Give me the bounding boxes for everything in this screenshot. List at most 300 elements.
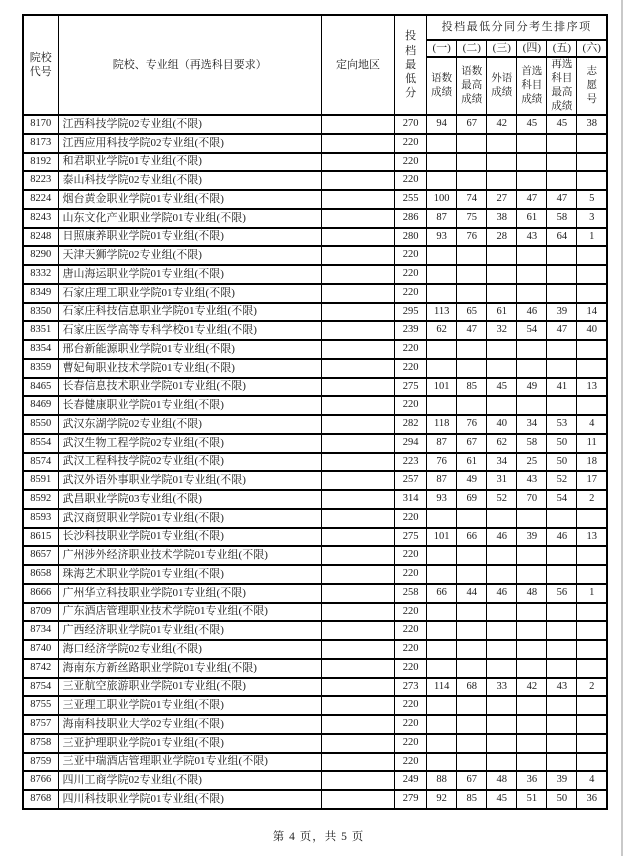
cell-college-code: 8657 xyxy=(23,546,58,565)
cell-college-code: 8469 xyxy=(23,396,58,415)
cell-directed-region xyxy=(321,659,394,678)
col-header-directed-region: 定向地区 xyxy=(321,15,394,115)
cell-college-code: 8359 xyxy=(23,359,58,378)
cell-tiebreak-4: 54 xyxy=(517,321,547,340)
cell-tiebreak-3 xyxy=(487,340,517,359)
cell-tiebreak-6 xyxy=(577,734,607,753)
table-row xyxy=(23,603,607,622)
cell-min-score: 282 xyxy=(395,415,427,434)
cell-tiebreak-4 xyxy=(517,715,547,734)
cell-min-score: 220 xyxy=(395,715,427,734)
tiebreak-label-4 xyxy=(517,57,547,115)
cell-min-score: 249 xyxy=(395,771,427,790)
cell-tiebreak-6 xyxy=(577,265,607,284)
cell-college-code: 8757 xyxy=(23,715,58,734)
cell-college-code: 8758 xyxy=(23,734,58,753)
cell-tiebreak-1 xyxy=(427,621,457,640)
table-row xyxy=(23,546,607,565)
cell-tiebreak-4 xyxy=(517,284,547,303)
cell-directed-region xyxy=(321,509,394,528)
cell-college-name: 天津天狮学院02专业组(不限) xyxy=(58,246,321,265)
cell-tiebreak-4: 48 xyxy=(517,584,547,603)
table-row xyxy=(23,378,607,397)
cell-tiebreak-5: 54 xyxy=(547,490,577,509)
cell-min-score: 220 xyxy=(395,696,427,715)
cell-tiebreak-6 xyxy=(577,546,607,565)
table-row xyxy=(23,153,607,172)
cell-college-name: 海口经济学院02专业组(不限) xyxy=(58,640,321,659)
cell-min-score: 239 xyxy=(395,321,427,340)
tiebreak-label-text: 再选科目最高成绩 xyxy=(551,59,573,112)
cell-tiebreak-1 xyxy=(427,396,457,415)
cell-tiebreak-2: 67 xyxy=(457,771,487,790)
cell-min-score: 295 xyxy=(395,303,427,322)
cell-min-score: 220 xyxy=(395,134,427,153)
cell-tiebreak-5: 39 xyxy=(547,771,577,790)
cell-tiebreak-3 xyxy=(487,153,517,172)
cell-tiebreak-1 xyxy=(427,284,457,303)
cell-college-code: 8740 xyxy=(23,640,58,659)
table-row xyxy=(23,734,607,753)
cell-college-name: 三亚中瑞酒店管理职业学院01专业组(不限) xyxy=(58,753,321,772)
cell-directed-region xyxy=(321,565,394,584)
cell-tiebreak-5: 50 xyxy=(547,790,577,809)
cell-tiebreak-2 xyxy=(457,265,487,284)
cell-tiebreak-1 xyxy=(427,134,457,153)
cell-tiebreak-2: 76 xyxy=(457,415,487,434)
cell-directed-region xyxy=(321,246,394,265)
cell-tiebreak-3: 46 xyxy=(487,584,517,603)
cell-min-score: 286 xyxy=(395,209,427,228)
cell-college-code: 8658 xyxy=(23,565,58,584)
cell-college-name: 珠海艺术职业学院01专业组(不限) xyxy=(58,565,321,584)
cell-directed-region xyxy=(321,153,394,172)
cell-tiebreak-5: 52 xyxy=(547,471,577,490)
cell-college-code: 8170 xyxy=(23,115,58,134)
cell-tiebreak-6: 36 xyxy=(577,790,607,809)
cell-college-name: 广州华立科技职业学院01专业组(不限) xyxy=(58,584,321,603)
col-header-min-score: 投档最低分 xyxy=(395,15,427,115)
cell-min-score: 220 xyxy=(395,246,427,265)
cell-tiebreak-2: 67 xyxy=(457,115,487,134)
cell-college-code: 8550 xyxy=(23,415,58,434)
cell-tiebreak-2 xyxy=(457,696,487,715)
cell-tiebreak-5: 50 xyxy=(547,453,577,472)
cell-tiebreak-5 xyxy=(547,603,577,622)
cell-tiebreak-1: 101 xyxy=(427,528,457,547)
table-row xyxy=(23,171,607,190)
cell-tiebreak-2: 65 xyxy=(457,303,487,322)
table-row xyxy=(23,790,607,809)
table-row xyxy=(23,246,607,265)
cell-tiebreak-1: 76 xyxy=(427,453,457,472)
cell-directed-region xyxy=(321,490,394,509)
cell-directed-region xyxy=(321,715,394,734)
cell-directed-region xyxy=(321,396,394,415)
cell-directed-region xyxy=(321,621,394,640)
cell-tiebreak-2 xyxy=(457,753,487,772)
cell-tiebreak-3 xyxy=(487,659,517,678)
cell-tiebreak-4: 43 xyxy=(517,471,547,490)
cell-college-name: 山东文化产业职业学院01专业组(不限) xyxy=(58,209,321,228)
cell-college-name: 三亚护理职业学院01专业组(不限) xyxy=(58,734,321,753)
cell-tiebreak-4 xyxy=(517,153,547,172)
cell-directed-region xyxy=(321,340,394,359)
cell-tiebreak-5: 39 xyxy=(547,303,577,322)
cell-tiebreak-5 xyxy=(547,565,577,584)
cell-directed-region xyxy=(321,359,394,378)
cell-college-code: 8754 xyxy=(23,678,58,697)
cell-tiebreak-3 xyxy=(487,509,517,528)
tiebreak-index-4: (四) xyxy=(517,40,547,57)
cell-tiebreak-5 xyxy=(547,359,577,378)
cell-tiebreak-5 xyxy=(547,734,577,753)
cell-tiebreak-5 xyxy=(547,134,577,153)
cell-tiebreak-4 xyxy=(517,246,547,265)
tiebreak-label-5 xyxy=(547,57,577,115)
cell-min-score: 275 xyxy=(395,528,427,547)
table-row xyxy=(23,265,607,284)
table-row xyxy=(23,209,607,228)
cell-directed-region xyxy=(321,284,394,303)
cell-directed-region xyxy=(321,171,394,190)
tiebreak-label-text: 语数成绩 xyxy=(431,73,453,98)
cell-tiebreak-5 xyxy=(547,246,577,265)
cell-college-name: 唐山海运职业学院01专业组(不限) xyxy=(58,265,321,284)
cell-college-code: 8755 xyxy=(23,696,58,715)
tiebreak-label-6 xyxy=(577,57,607,115)
table-row xyxy=(23,584,607,603)
table-row xyxy=(23,490,607,509)
cell-college-code: 8173 xyxy=(23,134,58,153)
cell-tiebreak-2 xyxy=(457,359,487,378)
tiebreak-label-1 xyxy=(427,57,457,115)
cell-tiebreak-6: 4 xyxy=(577,771,607,790)
cell-college-name: 长春信息技术职业学院01专业组(不限) xyxy=(58,378,321,397)
table-row xyxy=(23,621,607,640)
cell-tiebreak-4 xyxy=(517,359,547,378)
cell-tiebreak-5: 46 xyxy=(547,528,577,547)
table-row xyxy=(23,415,607,434)
cell-min-score: 220 xyxy=(395,753,427,772)
cell-tiebreak-2: 75 xyxy=(457,209,487,228)
cell-college-name: 武昌职业学院03专业组(不限) xyxy=(58,490,321,509)
cell-tiebreak-3: 27 xyxy=(487,190,517,209)
cell-tiebreak-6: 40 xyxy=(577,321,607,340)
cell-college-code: 8709 xyxy=(23,603,58,622)
table-row xyxy=(23,471,607,490)
cell-tiebreak-6: 17 xyxy=(577,471,607,490)
cell-tiebreak-1 xyxy=(427,565,457,584)
cell-tiebreak-2 xyxy=(457,340,487,359)
cell-college-name: 武汉商贸职业学院01专业组(不限) xyxy=(58,509,321,528)
cell-college-code: 8554 xyxy=(23,434,58,453)
cell-min-score: 220 xyxy=(395,659,427,678)
cell-college-name: 四川工商学院02专业组(不限) xyxy=(58,771,321,790)
cell-tiebreak-4 xyxy=(517,340,547,359)
cell-directed-region xyxy=(321,678,394,697)
cell-college-code: 8192 xyxy=(23,153,58,172)
cell-college-name: 广东酒店管理职业技术学院01专业组(不限) xyxy=(58,603,321,622)
tiebreak-label-text: 语数最高成绩 xyxy=(461,66,483,105)
cell-tiebreak-6: 1 xyxy=(577,228,607,247)
cell-tiebreak-4: 47 xyxy=(517,190,547,209)
tiebreak-label-text: 志愿号 xyxy=(586,66,597,105)
cell-min-score: 220 xyxy=(395,265,427,284)
cell-tiebreak-2: 47 xyxy=(457,321,487,340)
cell-tiebreak-3: 31 xyxy=(487,471,517,490)
cell-tiebreak-5 xyxy=(547,171,577,190)
tiebreak-index-2: (二) xyxy=(457,40,487,57)
cell-tiebreak-4: 45 xyxy=(517,115,547,134)
table-row xyxy=(23,340,607,359)
cell-tiebreak-1 xyxy=(427,359,457,378)
cell-tiebreak-3 xyxy=(487,696,517,715)
cell-tiebreak-1: 62 xyxy=(427,321,457,340)
table-row xyxy=(23,303,607,322)
cell-tiebreak-1: 87 xyxy=(427,434,457,453)
cell-college-code: 8768 xyxy=(23,790,58,809)
cell-college-name: 烟台黄金职业学院01专业组(不限) xyxy=(58,190,321,209)
cell-tiebreak-2 xyxy=(457,171,487,190)
cell-tiebreak-1 xyxy=(427,715,457,734)
cell-college-name: 海南东方新丝路职业学院01专业组(不限) xyxy=(58,659,321,678)
cell-tiebreak-6 xyxy=(577,396,607,415)
cell-college-code: 8224 xyxy=(23,190,58,209)
cell-tiebreak-6: 2 xyxy=(577,490,607,509)
admission-score-table xyxy=(22,14,608,810)
cell-tiebreak-2 xyxy=(457,246,487,265)
cell-tiebreak-3 xyxy=(487,546,517,565)
cell-tiebreak-6 xyxy=(577,509,607,528)
cell-tiebreak-3 xyxy=(487,715,517,734)
cell-min-score: 220 xyxy=(395,171,427,190)
cell-min-score: 294 xyxy=(395,434,427,453)
cell-tiebreak-6: 13 xyxy=(577,528,607,547)
cell-min-score: 223 xyxy=(395,453,427,472)
cell-min-score: 220 xyxy=(395,640,427,659)
cell-tiebreak-3 xyxy=(487,246,517,265)
cell-college-name: 长春健康职业学院01专业组(不限) xyxy=(58,396,321,415)
tiebreak-label-2 xyxy=(457,57,487,115)
cell-tiebreak-5 xyxy=(547,153,577,172)
cell-tiebreak-1: 94 xyxy=(427,115,457,134)
table-row xyxy=(23,715,607,734)
cell-min-score: 220 xyxy=(395,621,427,640)
cell-directed-region xyxy=(321,546,394,565)
cell-tiebreak-6: 3 xyxy=(577,209,607,228)
cell-college-code: 8574 xyxy=(23,453,58,472)
cell-tiebreak-5 xyxy=(547,659,577,678)
table-row xyxy=(23,228,607,247)
cell-college-code: 8248 xyxy=(23,228,58,247)
cell-directed-region xyxy=(321,453,394,472)
table-row xyxy=(23,659,607,678)
cell-tiebreak-6: 4 xyxy=(577,415,607,434)
cell-college-code: 8766 xyxy=(23,771,58,790)
cell-tiebreak-5 xyxy=(547,715,577,734)
cell-min-score: 220 xyxy=(395,734,427,753)
table-row xyxy=(23,753,607,772)
table-row xyxy=(23,771,607,790)
cell-tiebreak-1: 87 xyxy=(427,209,457,228)
col-header-college-code: 院校代号 xyxy=(23,15,58,115)
cell-tiebreak-6 xyxy=(577,340,607,359)
cell-tiebreak-3 xyxy=(487,640,517,659)
cell-directed-region xyxy=(321,471,394,490)
cell-tiebreak-4: 46 xyxy=(517,303,547,322)
cell-directed-region xyxy=(321,753,394,772)
cell-tiebreak-4: 39 xyxy=(517,528,547,547)
cell-tiebreak-4 xyxy=(517,659,547,678)
cell-tiebreak-1 xyxy=(427,734,457,753)
cell-college-code: 8734 xyxy=(23,621,58,640)
cell-directed-region xyxy=(321,415,394,434)
cell-directed-region xyxy=(321,434,394,453)
cell-min-score: 270 xyxy=(395,115,427,134)
cell-min-score: 280 xyxy=(395,228,427,247)
cell-tiebreak-5: 47 xyxy=(547,321,577,340)
cell-tiebreak-2: 85 xyxy=(457,790,487,809)
cell-college-name: 石家庄医学高等专科学校01专业组(不限) xyxy=(58,321,321,340)
cell-min-score: 220 xyxy=(395,359,427,378)
cell-college-code: 8759 xyxy=(23,753,58,772)
cell-tiebreak-6 xyxy=(577,603,607,622)
cell-min-score: 220 xyxy=(395,340,427,359)
cell-tiebreak-2 xyxy=(457,715,487,734)
table-row xyxy=(23,284,607,303)
cell-directed-region xyxy=(321,790,394,809)
cell-tiebreak-1: 88 xyxy=(427,771,457,790)
cell-tiebreak-4: 61 xyxy=(517,209,547,228)
cell-college-code: 8290 xyxy=(23,246,58,265)
cell-tiebreak-4 xyxy=(517,134,547,153)
cell-tiebreak-3: 45 xyxy=(487,790,517,809)
cell-tiebreak-4 xyxy=(517,603,547,622)
cell-tiebreak-2: 67 xyxy=(457,434,487,453)
cell-tiebreak-3 xyxy=(487,565,517,584)
cell-tiebreak-6: 1 xyxy=(577,584,607,603)
cell-min-score: 220 xyxy=(395,396,427,415)
cell-tiebreak-1: 113 xyxy=(427,303,457,322)
cell-directed-region xyxy=(321,640,394,659)
cell-min-score: 220 xyxy=(395,603,427,622)
cell-tiebreak-1 xyxy=(427,753,457,772)
cell-tiebreak-5: 56 xyxy=(547,584,577,603)
cell-tiebreak-6: 14 xyxy=(577,303,607,322)
cell-tiebreak-1: 92 xyxy=(427,790,457,809)
col-header-tiebreak-group: 投档最低分同分考生排序项 xyxy=(427,15,607,40)
cell-tiebreak-3 xyxy=(487,265,517,284)
cell-tiebreak-5: 50 xyxy=(547,434,577,453)
cell-college-code: 8332 xyxy=(23,265,58,284)
cell-directed-region xyxy=(321,603,394,622)
cell-tiebreak-2 xyxy=(457,153,487,172)
cell-tiebreak-3: 34 xyxy=(487,453,517,472)
cell-tiebreak-4 xyxy=(517,509,547,528)
cell-college-code: 8666 xyxy=(23,584,58,603)
cell-tiebreak-6 xyxy=(577,284,607,303)
cell-college-name: 海南科技职业大学02专业组(不限) xyxy=(58,715,321,734)
cell-tiebreak-2 xyxy=(457,546,487,565)
cell-tiebreak-4: 58 xyxy=(517,434,547,453)
cell-tiebreak-2 xyxy=(457,284,487,303)
cell-tiebreak-6 xyxy=(577,153,607,172)
cell-tiebreak-2 xyxy=(457,621,487,640)
cell-tiebreak-5 xyxy=(547,509,577,528)
tiebreak-index-5: (五) xyxy=(547,40,577,57)
page-number: 第 4 页，共 5 页 xyxy=(272,831,365,843)
cell-college-name: 石家庄理工职业学院01专业组(不限) xyxy=(58,284,321,303)
cell-tiebreak-4 xyxy=(517,396,547,415)
tiebreak-index-6: (六) xyxy=(577,40,607,57)
cell-min-score: 220 xyxy=(395,546,427,565)
cell-tiebreak-5: 43 xyxy=(547,678,577,697)
cell-tiebreak-6: 11 xyxy=(577,434,607,453)
cell-tiebreak-6 xyxy=(577,565,607,584)
cell-tiebreak-6 xyxy=(577,640,607,659)
table-row xyxy=(23,190,607,209)
cell-min-score: 275 xyxy=(395,378,427,397)
cell-tiebreak-1 xyxy=(427,171,457,190)
cell-min-score: 257 xyxy=(395,471,427,490)
cell-tiebreak-3 xyxy=(487,753,517,772)
cell-tiebreak-5 xyxy=(547,546,577,565)
cell-tiebreak-3 xyxy=(487,621,517,640)
table-row xyxy=(23,115,607,134)
table-row xyxy=(23,396,607,415)
cell-college-name: 日照康养职业学院01专业组(不限) xyxy=(58,228,321,247)
cell-tiebreak-2: 74 xyxy=(457,190,487,209)
cell-tiebreak-1 xyxy=(427,153,457,172)
cell-tiebreak-2 xyxy=(457,659,487,678)
cell-tiebreak-3 xyxy=(487,171,517,190)
cell-tiebreak-6 xyxy=(577,659,607,678)
cell-tiebreak-6: 18 xyxy=(577,453,607,472)
cell-tiebreak-3: 32 xyxy=(487,321,517,340)
cell-directed-region xyxy=(321,734,394,753)
cell-college-name: 长沙科技职业学院01专业组(不限) xyxy=(58,528,321,547)
cell-min-score: 314 xyxy=(395,490,427,509)
cell-tiebreak-3 xyxy=(487,396,517,415)
cell-tiebreak-2: 66 xyxy=(457,528,487,547)
cell-tiebreak-3: 46 xyxy=(487,528,517,547)
cell-tiebreak-4 xyxy=(517,565,547,584)
cell-directed-region xyxy=(321,265,394,284)
cell-tiebreak-6 xyxy=(577,715,607,734)
cell-tiebreak-5: 45 xyxy=(547,115,577,134)
cell-college-name: 江西应用科技学院02专业组(不限) xyxy=(58,134,321,153)
cell-directed-region xyxy=(321,696,394,715)
cell-tiebreak-2 xyxy=(457,396,487,415)
table-row xyxy=(23,565,607,584)
cell-tiebreak-4 xyxy=(517,265,547,284)
cell-min-score: 273 xyxy=(395,678,427,697)
cell-tiebreak-2: 68 xyxy=(457,678,487,697)
cell-directed-region xyxy=(321,115,394,134)
cell-college-code: 8615 xyxy=(23,528,58,547)
cell-tiebreak-5 xyxy=(547,340,577,359)
cell-tiebreak-1 xyxy=(427,640,457,659)
cell-tiebreak-1: 93 xyxy=(427,490,457,509)
cell-tiebreak-5 xyxy=(547,265,577,284)
cell-tiebreak-3: 52 xyxy=(487,490,517,509)
cell-tiebreak-6: 2 xyxy=(577,678,607,697)
cell-tiebreak-2 xyxy=(457,134,487,153)
cell-tiebreak-1: 100 xyxy=(427,190,457,209)
cell-tiebreak-4: 70 xyxy=(517,490,547,509)
cell-tiebreak-6 xyxy=(577,753,607,772)
